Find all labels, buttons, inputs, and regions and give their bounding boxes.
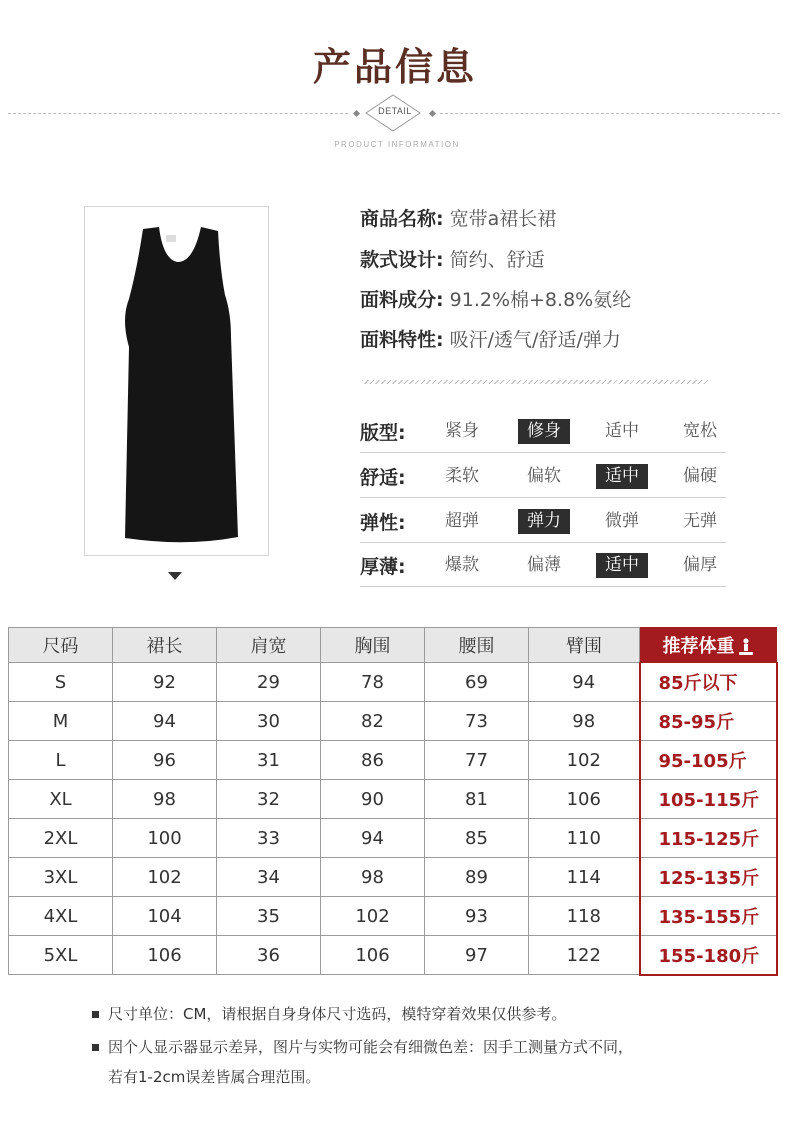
measurement-cell: 100: [113, 819, 217, 858]
info-row-design: [360, 245, 545, 272]
person-scale-icon: [738, 638, 754, 656]
table-row: [9, 858, 777, 897]
measurement-cell: 110: [529, 819, 640, 858]
info-key: 面料成分:: [360, 289, 444, 311]
attr-label: 版型:: [360, 422, 406, 444]
measurement-cell: 82: [321, 702, 425, 741]
measurement-cell: 98: [529, 702, 640, 741]
divider-dot-left: [353, 110, 360, 117]
column-header: 臂围: [529, 628, 640, 663]
info-value: 91.2%棉+8.8%氨纶: [449, 289, 632, 311]
divider-dot-right: [429, 110, 436, 117]
measurement-cell: 35: [217, 897, 321, 936]
measurement-cell: 90: [321, 780, 425, 819]
table-row: [9, 936, 777, 975]
size-cell: 5XL: [9, 936, 113, 975]
attr-label: 厚薄:: [360, 556, 406, 578]
measurement-cell: 81: [425, 780, 529, 819]
attr-option: 宽松: [683, 421, 717, 441]
attr-option: 紧身: [445, 421, 479, 441]
size-cell: 4XL: [9, 897, 113, 936]
attr-label: 舒适:: [360, 467, 406, 489]
recommended-weight-cell: 155-180斤: [640, 936, 777, 975]
column-header-label: 推荐体重: [662, 636, 735, 657]
bullet-square-icon: [92, 1011, 99, 1018]
attr-option-selected: 修身: [518, 419, 570, 444]
attr-row-fit: [360, 409, 726, 453]
attr-option: 适中: [605, 421, 639, 441]
measurement-cell: 106: [113, 936, 217, 975]
attr-option: 偏软: [527, 466, 561, 486]
measurement-cell: 102: [321, 897, 425, 936]
info-value: 简约、舒适: [449, 249, 545, 271]
note-text: 尺寸单位：CM，请根据自身身体尺寸选码，模特穿着效果仅供参考。: [108, 1005, 567, 1023]
recommended-weight-cell: 115-125斤: [640, 819, 777, 858]
product-photo: [84, 206, 269, 556]
info-value: 吸汗/透气/舒适/弹力: [449, 329, 621, 351]
measurement-cell: 78: [321, 663, 425, 702]
measurement-cell: 97: [425, 936, 529, 975]
column-header: 尺码: [9, 628, 113, 663]
measurement-cell: 114: [529, 858, 640, 897]
size-cell: 3XL: [9, 858, 113, 897]
attr-row-elasticity: [360, 499, 726, 543]
column-header: 胸围: [321, 628, 425, 663]
note-line: [92, 1003, 566, 1024]
measurement-cell: 98: [321, 858, 425, 897]
measurement-cell: 69: [425, 663, 529, 702]
info-key: 商品名称:: [360, 208, 444, 230]
measurement-cell: 104: [113, 897, 217, 936]
attr-option: 无弹: [683, 511, 717, 531]
attr-option: 爆款: [445, 555, 479, 575]
measurement-cell: 33: [217, 819, 321, 858]
measurement-cell: 94: [321, 819, 425, 858]
measurement-cell: 29: [217, 663, 321, 702]
measurement-cell: 30: [217, 702, 321, 741]
size-cell: L: [9, 741, 113, 780]
table-row: [9, 702, 777, 741]
attr-row-comfort: [360, 454, 726, 498]
attr-option-selected: 弹力: [518, 509, 570, 534]
size-table-body: [9, 663, 777, 975]
table-row: [9, 780, 777, 819]
attr-option: 偏硬: [683, 466, 717, 486]
info-key: 款式设计:: [360, 249, 444, 271]
table-row: [9, 741, 777, 780]
column-header: 腰围: [425, 628, 529, 663]
info-key: 面料特性:: [360, 329, 444, 351]
table-header-row: [9, 628, 777, 663]
attr-option: 偏薄: [527, 555, 561, 575]
column-header: 肩宽: [217, 628, 321, 663]
measurement-cell: 92: [113, 663, 217, 702]
attr-option: 偏厚: [683, 555, 717, 575]
divider-left: [8, 113, 348, 114]
recommended-weight-cell: 85-95斤: [640, 702, 777, 741]
measurement-cell: 77: [425, 741, 529, 780]
measurement-cell: 118: [529, 897, 640, 936]
measurement-cell: 32: [217, 780, 321, 819]
detail-badge: DETAIL: [378, 106, 412, 116]
attr-option: 柔软: [445, 466, 479, 486]
measurement-cell: 106: [529, 780, 640, 819]
note-line: [92, 1036, 633, 1057]
attr-option-selected: 适中: [596, 553, 648, 578]
measurement-cell: 106: [321, 936, 425, 975]
measurement-cell: 89: [425, 858, 529, 897]
recommended-weight-cell: 125-135斤: [640, 858, 777, 897]
size-cell: S: [9, 663, 113, 702]
note-text: 因个人显示器显示差异，图片与实物可能会有细微色差：因手工测量方式不同，: [108, 1038, 634, 1056]
attr-label: 弹性:: [360, 512, 406, 534]
column-header-recommended-weight: [640, 628, 777, 663]
table-row: [9, 897, 777, 936]
measurement-cell: 94: [529, 663, 640, 702]
chevron-down-icon: [168, 572, 182, 580]
table-row: [9, 819, 777, 858]
product-information-subtitle: PRODUCT INFORMATION: [334, 140, 460, 149]
dashed-separator: [362, 380, 708, 384]
measurement-cell: 36: [217, 936, 321, 975]
recommended-weight-cell: 135-155斤: [640, 897, 777, 936]
measurement-cell: 94: [113, 702, 217, 741]
measurement-cell: 102: [113, 858, 217, 897]
measurement-cell: 85: [425, 819, 529, 858]
measurement-cell: 31: [217, 741, 321, 780]
measurement-cell: 34: [217, 858, 321, 897]
measurement-cell: 73: [425, 702, 529, 741]
size-cell: M: [9, 702, 113, 741]
size-cell: 2XL: [9, 819, 113, 858]
info-value: 宽带a裙长裙: [449, 208, 557, 230]
info-row-fabric: [360, 285, 631, 312]
recommended-weight-cell: 85斤以下: [640, 663, 777, 702]
measurement-cell: 96: [113, 741, 217, 780]
info-row-name: [360, 204, 556, 231]
divider-right: [440, 113, 780, 114]
size-table: [8, 627, 778, 976]
measurement-cell: 86: [321, 741, 425, 780]
table-row: [9, 663, 777, 702]
note-line-continued: [108, 1066, 320, 1087]
measurement-cell: 98: [113, 780, 217, 819]
attr-row-thickness: [360, 543, 726, 587]
info-row-feature: [360, 325, 621, 352]
size-cell: XL: [9, 780, 113, 819]
attr-option-selected: 适中: [596, 464, 648, 489]
attr-option: 微弹: [605, 511, 639, 531]
page-title: 产品信息: [312, 45, 477, 89]
recommended-weight-cell: 95-105斤: [640, 741, 777, 780]
measurement-cell: 102: [529, 741, 640, 780]
attr-option: 超弹: [445, 511, 479, 531]
bullet-square-icon: [92, 1044, 99, 1051]
measurement-cell: 122: [529, 936, 640, 975]
column-header: 裙长: [113, 628, 217, 663]
recommended-weight-cell: 105-115斤: [640, 780, 777, 819]
dress-image: [85, 207, 270, 557]
measurement-cell: 93: [425, 897, 529, 936]
note-text: 若有1-2cm误差皆属合理范围。: [108, 1068, 321, 1086]
